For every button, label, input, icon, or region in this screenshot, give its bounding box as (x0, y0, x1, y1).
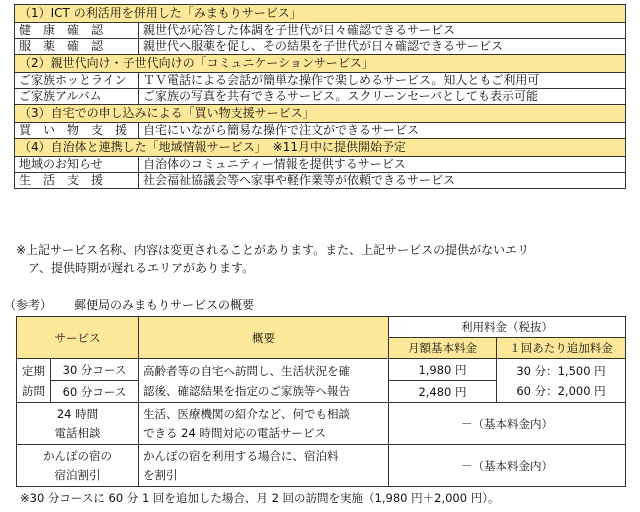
service-row (15, 89, 626, 105)
section-header-row (15, 139, 626, 157)
service-row (15, 173, 626, 189)
header-monthly: 月額基本料金 (389, 338, 497, 359)
inn-label (17, 445, 139, 487)
service-label: 健 康 確 認 (15, 23, 139, 39)
service-desc: 親世代へ服薬を促し、その結果を子世代が日々確認できるサービス (139, 39, 626, 55)
fee-footnote: ※30 分コースに 60 分 1 回を追加した場合、月 2 回の訪問を実施（1,980 円＋2,000 円）。 (20, 491, 500, 505)
visit-desc (139, 359, 389, 403)
visit-60-fee: 2,480 円 (389, 381, 497, 403)
phone-fee: －（基本料金内） (389, 403, 626, 445)
inn-desc-line: かんぽの宿を利用する場合に、宿泊料 (143, 448, 339, 463)
header-service: サービス (17, 317, 139, 359)
visit-desc-line: 高齢者等の自宅へ訪問し、生活状況を確 (143, 363, 350, 378)
service-row (15, 73, 626, 89)
service-label: ご家族アルバム (15, 89, 139, 105)
header-fee: 利用料金（税抜） (389, 317, 626, 338)
phone-desc (139, 403, 389, 445)
phone-label-line: 24 時間 (56, 406, 99, 421)
services-note-line: ア、提供時期が遅れるエリアがあります。 (28, 261, 255, 275)
inn-desc (139, 445, 389, 487)
service-desc: ＴＶ電話による会話が簡単な操作で楽しめるサービス。知人ともご利用可 (139, 73, 626, 89)
inn-label-line: かんぽの宿の (43, 448, 112, 463)
service-row (15, 39, 626, 55)
service-row (15, 157, 626, 173)
fee-table (16, 316, 626, 487)
service-label: 服 薬 確 認 (15, 39, 139, 55)
service-desc: 自宅にいながら簡易な操作で注文ができるサービス (139, 123, 626, 139)
inn-desc-line: を割引 (143, 467, 178, 482)
visit-extra-line: 60 分：2,000 円 (516, 383, 606, 398)
inn-fee: －（基本料金内） (389, 445, 626, 487)
services-table (14, 4, 626, 189)
phone-desc-line: できる 24 時間対応の電話サービス (143, 425, 326, 440)
reference-tag: （参考） (4, 298, 53, 312)
phone-label (17, 403, 139, 445)
reference-title: 郵便局のみまもりサービスの概要 (74, 298, 255, 312)
section-header: （2）親世代向け・子世代向けの「コミュニケーションサービス」 (15, 55, 626, 73)
visit-label (17, 359, 51, 403)
service-label: 生 活 支 援 (15, 173, 139, 189)
phone-desc-line: 生活、医療機関の紹介など、何でも相談 (143, 406, 350, 421)
header-overview: 概要 (139, 317, 389, 359)
section-header: （1）ICT の利活用を併用した「みまもりサービス」 (15, 5, 626, 23)
service-desc: 親世代が応答した体調を子世代が日々確認できるサービス (139, 23, 626, 39)
service-desc: 自治体のコミュニティー情報を提供するサービス (139, 157, 626, 173)
visit-60-course: 60 分コース (51, 381, 139, 403)
section-header: （3）自宅での申し込みによる「買い物支援サービス」 (15, 105, 626, 123)
inn-label-line: 宿泊割引 (54, 467, 101, 482)
header-extra: １回あたり追加料金 (497, 338, 626, 359)
services-note-line: ※上記サービス名称、内容は変更されることがあります。また、上記サービスの提供がないエリ (16, 243, 530, 257)
visit-30-fee: 1,980 円 (389, 359, 497, 381)
service-desc: 社会福祉協議会等へ家事や軽作業等が依頼できるサービス (139, 173, 626, 189)
service-row (15, 123, 626, 139)
visit-label-line: 定期 (22, 363, 45, 378)
service-label: ご家族ホッとライン (15, 73, 139, 89)
service-row (15, 23, 626, 39)
service-label: 買 い 物 支 援 (15, 123, 139, 139)
visit-30-course: 30 分コース (51, 359, 139, 381)
phone-label-line: 電話相談 (54, 425, 101, 440)
service-desc: ご家族の写真を共有できるサービス。スクリーンセーバとしても表示可能 (139, 89, 626, 105)
services-note (16, 241, 626, 277)
visit-extra-fee (497, 359, 626, 403)
visit-label-line: 訪問 (22, 383, 45, 398)
section-header-row (15, 55, 626, 73)
section-header: （4）自治体と連携した「地域情報サービス」 ※11月中に提供開始予定 (15, 139, 626, 157)
section-header-row (15, 105, 626, 123)
service-label: 地域のお知らせ (15, 157, 139, 173)
section-header-row (15, 5, 626, 23)
visit-desc-line: 認後、確認結果を指定のご家族等へ報告 (143, 383, 350, 398)
visit-extra-line: 30 分：1,500 円 (516, 363, 606, 378)
reference-heading (4, 296, 254, 313)
